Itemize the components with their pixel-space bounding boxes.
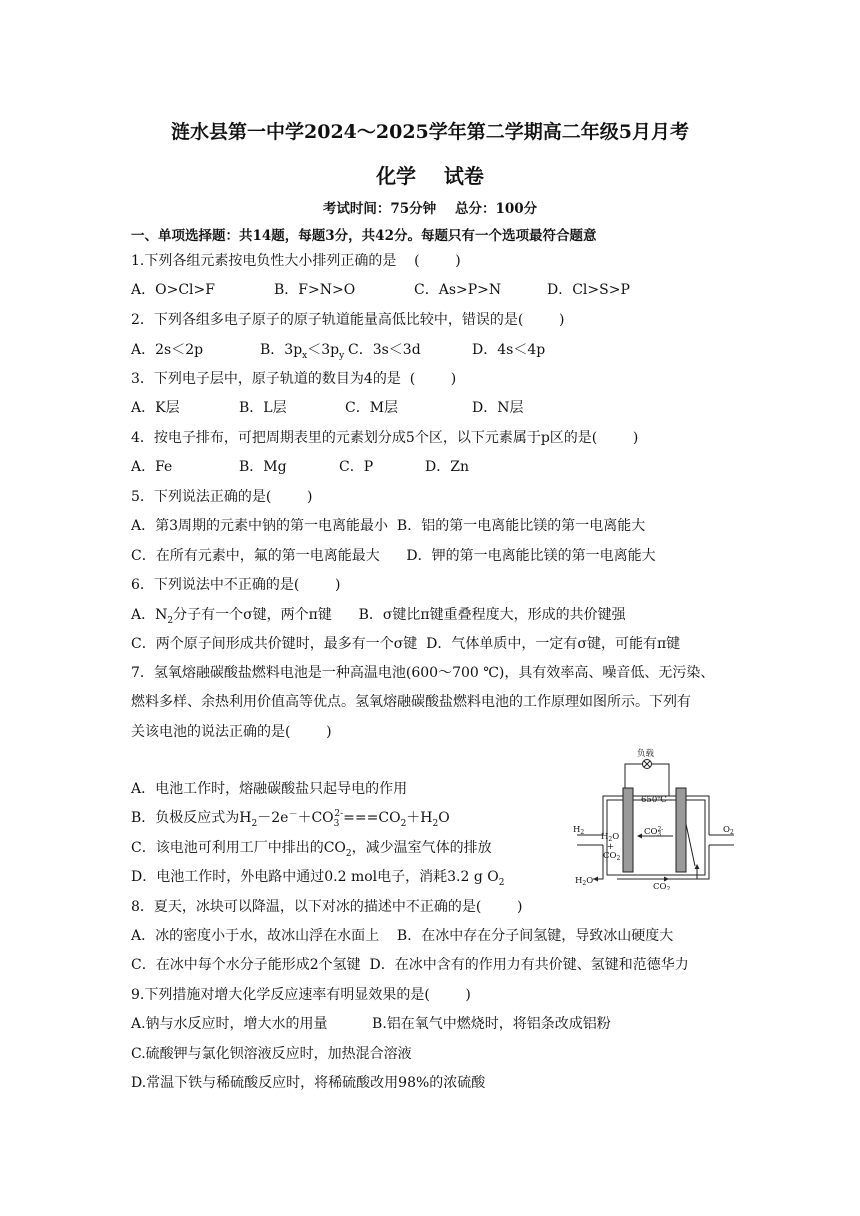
q2-option-b: B．$3p_x<3p_y$ [260,342,345,361]
q2-option-d: D．4s＜4p [472,342,546,358]
q5-options-line2: C．在所有元素中，氟的第一电离能最大 D．钾的第一电离能比镁的第一电离能大 [131,548,656,564]
q7-option-d: D．电池工作时，外电路中通过0.2 mol电子，消耗3.2 g $O_2$ [131,869,505,888]
q5-stem: 5．下列说法正确的是( ) [131,489,313,505]
q6-options-line2: C．两个原子间形成共价键时，最多有一个σ键 D．气体单质中，一定有σ键，可能有π键 [131,636,681,652]
subject-title: 化学 试卷 [376,164,484,188]
q1-option-b: B．F>N>O [274,282,356,298]
fuel-cell-diagram [573,748,738,890]
q4-option-d: D．Zn [425,459,469,475]
load-label: 负载 [637,749,655,759]
co2-outlet-label: $CO_2$ [653,882,671,890]
q6-options-line1: A．$N_2$分子有一个σ键，两个π键 B．σ键比π键重叠程度大，形成的共价键强 [131,607,626,626]
q3-option-b: B．L层 [239,400,287,416]
q7-stem-line2: 燃料多样、余热利用价值高等优点。氢氧熔融碳酸盐燃料电池的工作原理如图所示。下列有 [131,694,691,710]
q9-option-d: D.常温下铁与稀硫酸反应时，将稀硫酸改用98%的浓硫酸 [131,1075,486,1091]
q8-options-line1: A．冰的密度小于水，故冰山浮在水面上 B．在冰中存在分子间氢键，导致冰山硬度大 [131,928,674,944]
q4-option-c: C．P [339,459,374,475]
q2-stem: 2．下列各组多电子原子的原子轨道能量高低比较中，错误的是( ) [131,312,565,328]
q7-option-b: B．负极反应式为$H_2-2e^-+CO_3^{2-}===CO_2+H_2O$ [131,809,450,829]
h2o-outlet-label: $H_2O$ [575,876,594,887]
q3-stem: 3．下列电子层中，原子轨道的数目为4的是 ( ) [131,371,457,387]
co3-ion-label: $CO^{2-}3$ [644,826,664,838]
q7-option-a: A．电池工作时，熔融碳酸盐只起导电的作用 [131,781,408,797]
q1-option-a: A．O>Cl>F [131,282,215,298]
h2o-internal-label: $H_2O$ [601,832,620,843]
q4-stem: 4．按电子排布，可把周期表里的元素划分成5个区，以下元素属于p区的是( ) [131,430,639,446]
q1-option-d: D．Cl>S>P [547,282,630,298]
q6-stem: 6．下列说法中不正确的是( ) [131,577,341,593]
q1-stem: 1.下列各组元素按电负性大小排列正确的是 ( ) [131,253,461,269]
h2-inlet-label: $H_2$ [573,825,585,836]
plus-label: + [607,842,615,852]
q2-option-a: A．2s＜2p [131,342,204,358]
q2-option-c: C．3s＜3d [348,342,421,358]
q4-option-b: B．Mg [239,459,287,475]
q7-option-c: C．该电池可利用工厂中排出的$CO_2$，减少温室气体的排放 [131,840,492,859]
q1-option-c: C．As>P>N [414,282,502,298]
q3-option-a: A．K层 [131,400,180,416]
q5-options-line1: A．第3周期的元素中钠的第一电离能最小 B．铝的第一电离能比镁的第一电离能大 [131,518,646,534]
section-heading: 一、单项选择题：共14题，每题3分，共42分。每题只有一个选项最符合题意 [131,228,597,244]
o2-inlet-label: $O_2$ [723,825,734,836]
temp-label: 650℃ [641,795,667,805]
q9-option-c: C.硫酸钾与氯化钡溶液反应时，加热混合溶液 [131,1046,412,1062]
q3-option-d: D．N层 [472,400,524,416]
exam-title: 涟水县第一中学2024～2025学年第二学期高二年级5月月考 [171,121,689,143]
q7-stem-line1: 7．氢氧熔融碳酸盐燃料电池是一种高温电池(600～700 ℃)，具有效率高、噪音低、无污染、 [131,665,715,681]
q8-options-line2: C．在冰中每个水分子能形成2个氢键 D．在冰中含有的作用力有共价键、氢键和范德华力 [131,957,689,973]
q4-option-a: A．Fe [131,459,173,475]
q7-stem-line3: 关该电池的说法正确的是( ) [131,724,332,740]
q8-stem: 8．夏天，冰块可以降温，以下对冰的描述中不正确的是( ) [131,899,523,915]
q9-options-line1: A.钠与水反应时，增大水的用量 B.铝在氧气中燃烧时，将铝条改成铝粉 [131,1016,611,1032]
exam-info: 考试时间：75分钟 总分：100分 [322,201,538,217]
q3-option-c: C．M层 [345,400,399,416]
co2-internal-label: $CO_2$ [603,851,621,862]
q9-stem: 9.下列措施对增大化学反应速率有明显效果的是( ) [131,987,471,1003]
